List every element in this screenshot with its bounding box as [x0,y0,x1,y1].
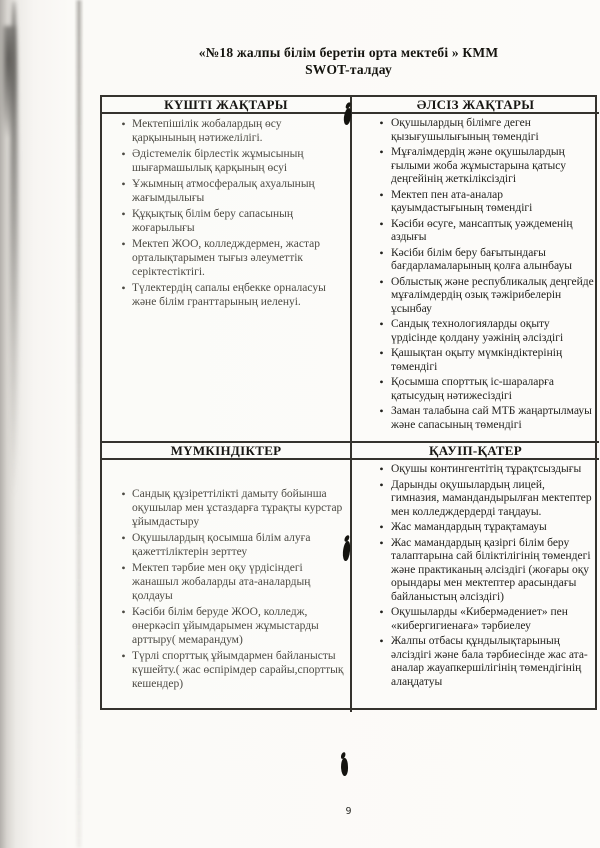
bullet-icon: • [379,477,384,492]
strengths-cell [102,114,352,443]
list-item-text: Оқушылардың білімге деген қызығушылығының төмендігі [391,117,539,143]
scan-fold-line [74,0,84,848]
bullet-icon: • [121,531,126,545]
list-item-text: Мектеп пен ата-аналар қауымдастығының төмендігі [391,188,533,214]
list-item-text: Құқықтық білім беру сапасының жоғарылығы [132,208,294,234]
bullet-icon: • [379,187,384,202]
bullet-icon: • [379,634,384,648]
list-item-text: Заман талабына сай МТБ жаңартылмауы және сапасының төмендігі [391,405,592,431]
list-item [115,117,344,145]
list-item-text: Кәсіби білім беру бағытындағы бағдарламаларының қолға алынбауы [391,246,572,272]
scan-corner-smudge [3,26,17,136]
list-item-text: Оқушыларды «Кибермәдениет» пен «кибергигиенаға» тәрбиелеу [391,606,568,632]
scan-edge-shadow [10,0,18,500]
swot-table [100,95,597,710]
list-item [115,177,344,205]
threats-header: ҚАУІП-ҚАТЕР [352,441,599,460]
list-item-text: Әдістемелік бірлестік жұмысының шығармашылық қарқының өсуі [132,148,304,174]
list-item [372,537,595,605]
list-item [115,531,344,559]
bullet-icon: • [379,605,384,619]
list-item [372,347,595,374]
weaknesses-header: ӘЛСІЗ ЖАҚТАРЫ [352,97,599,114]
bullet-icon: • [121,177,126,191]
bullet-icon: • [379,116,384,130]
list-item-text: Мұғалімдердің және оқушылардың ғылыми жоба жұмыстарына қатысу деңгейінің жеткіліксіздігі [391,146,566,185]
bullet-icon: • [379,520,384,534]
strengths-list [115,117,344,309]
bullet-icon: • [379,274,384,289]
list-item-text: Облыстық және республикалық деңгейде мұғалімдердің озық тәжірибелерін ұсынбау [391,275,594,315]
list-item-text: Кәсіби өсуге, мансаптық уәждеменің аздығы [391,217,573,243]
bullet-icon: • [379,375,384,389]
list-item-text: Дарынды оқушылардың лицей, гимназия, мамандандырылған мектептер мен колледждердерді таңдауы. [391,478,592,518]
list-item [115,147,344,175]
list-item-text: Қашықтан оқыту мүмкіндіктерінің төмендігі [391,347,563,373]
bullet-icon: • [379,404,384,418]
list-item-text: Мектепішілік жобалардың өсу қарқынының нәтижелілігі. [132,118,282,144]
list-item [372,463,595,477]
list-item [115,281,344,309]
list-item [372,606,595,633]
list-item [372,635,595,689]
list-item [372,146,595,187]
list-item [372,117,595,144]
bullet-icon: • [121,117,126,131]
list-item [115,605,344,647]
list-item-text: Сандық құзіреттілікті дамыту бойынша оқушылар мен ұстаздарға тұрақты курстар ұйымдастыру [132,488,343,528]
list-item [372,521,595,535]
list-item [372,218,595,245]
list-item [372,247,595,274]
bullet-icon: • [121,207,126,221]
list-item-text: Оқушы контингентітің тұрақтсыздығы [391,463,582,475]
bullet-icon: • [121,237,126,251]
strengths-header: КҮШТІ ЖАҚТАРЫ [102,97,352,114]
title-line-2: SWOT-талдау [305,62,392,77]
weaknesses-cell [352,114,599,443]
bullet-icon: • [379,535,384,550]
list-item [115,207,344,235]
list-item-text: Түрлі спорттық ұйымдармен байланысты күшейту.( жас өспірімдер сарайы,спорттық кешендер) [132,650,344,690]
list-item-text: Түлектердің сапалы еңбекке орналасуы және білім гранттарының иеленуі. [132,282,326,308]
opportunities-header: МҮМКІНДІКТЕР [102,441,352,460]
list-item [115,649,344,691]
opportunities-cell [102,460,352,712]
list-item [372,318,595,345]
list-item [372,276,595,317]
bullet-icon: • [121,487,126,501]
bullet-icon: • [121,147,126,161]
bullet-icon: • [379,317,384,331]
bullet-icon: • [121,605,126,619]
list-item-text: Сандық технологияларды оқыту үрдісінде қолдану уәжінің әлсіздігі [391,318,564,344]
list-item-text: Жас мамандардың қазіргі білім беру талаптарына сай біліктілігінің төмендегі және практиканың әлсіздігі (жоғары оқу орындары мен мектептер арасындағы байланыстың әлсіздігі) [391,536,591,603]
list-item-text: Жалпы отбасы құндылықтарының әлсіздігі және бала тәрбиесінде жас ата-аналар жауапкершілігінің төмендігінің алаңдатуы [391,635,588,688]
list-item [372,189,595,216]
list-item-text: Ұжымның атмосфералық ахуалының жағымдылығы [132,178,315,204]
threats-list [372,463,595,689]
document-title [100,44,597,78]
list-item-text: Жас мамандардың тұрақтамауы [391,521,547,533]
list-item [372,405,595,432]
list-item-text: Оқушылардың қосымша білім алуға қажеттіліктерін зерттеу [132,532,311,558]
opportunities-list [115,487,344,691]
bullet-icon: • [379,216,384,231]
list-item [115,487,344,529]
threats-cell [352,460,599,712]
list-item [115,561,344,603]
bullet-icon: • [121,649,126,663]
list-item [372,376,595,403]
bullet-icon: • [379,245,384,260]
list-item-text: Мектеп тәрбие мен оқу үрдісіндегі жанашыл жобаларды ата-аналардың қолдауы [132,562,311,602]
bullet-icon: • [121,281,126,295]
page-number: 9 [345,806,352,817]
title-line-1: «№18 жалпы білім беретін орта мектебі » КММ [198,45,499,60]
list-item-text: Мектеп ЖОО, колледждермен, жастар орталықтарымен тығыз әлеуметтік серіктестіктігі. [132,238,320,278]
list-item [115,237,344,279]
bullet-icon: • [379,462,384,476]
bullet-icon: • [121,561,126,575]
ink-blob [340,758,348,776]
weaknesses-list [372,117,595,432]
bullet-icon: • [379,346,384,360]
list-item [372,479,595,520]
list-item-text: Қосымша спорттық іс-шараларға қатысудың нәтижесіздігі [391,376,554,402]
bullet-icon: • [379,145,384,159]
list-item-text: Кәсіби білім беруде ЖОО, колледж, өнеркәсіп ұйымдарымен жұмыстарды арттыру( мемарандум) [132,606,319,646]
